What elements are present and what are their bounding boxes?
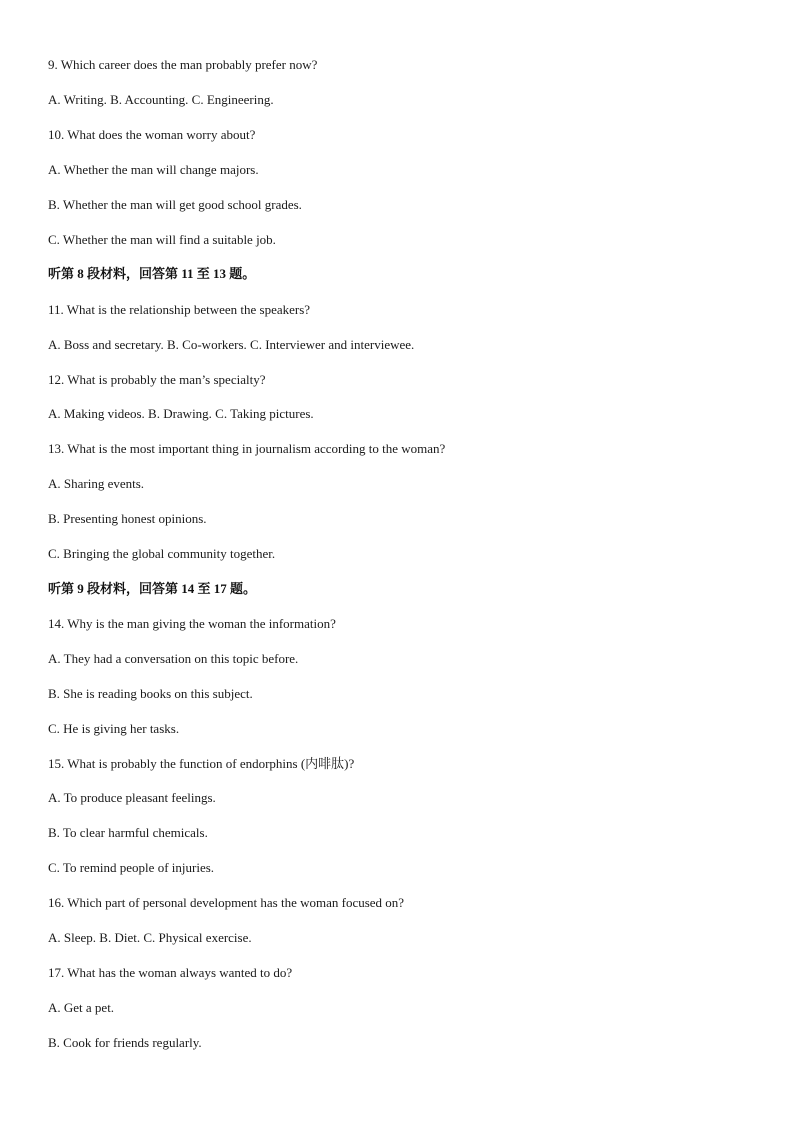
option-13a: A. Sharing events. bbox=[48, 476, 145, 491]
question-9: 9. Which career does the man probably prefer now? bbox=[48, 57, 318, 72]
option-14b: B. She is reading books on this subject. bbox=[48, 686, 253, 701]
option-15b: B. To clear harmful chemicals. bbox=[48, 825, 208, 840]
option-10a: A. Whether the man will change majors. bbox=[48, 162, 259, 177]
options-11: A. Boss and secretary. B. Co-workers. C. Interviewer and interviewee. bbox=[48, 337, 415, 352]
section-heading-8: 听第 8 段材料，回答第 11 至 13 题。 bbox=[48, 266, 256, 281]
option-14a: A. They had a conversation on this topic before. bbox=[48, 651, 299, 666]
question-16: 16. Which part of personal development has the woman focused on? bbox=[48, 895, 405, 910]
options-12: A. Making videos. B. Drawing. C. Taking pictures. bbox=[48, 406, 314, 421]
option-15c: C. To remind people of injuries. bbox=[48, 860, 215, 875]
question-12: 12. What is probably the man’s specialty? bbox=[48, 372, 266, 387]
option-13c: C. Bringing the global community together. bbox=[48, 546, 276, 561]
options-16: A. Sleep. B. Diet. C. Physical exercise. bbox=[48, 930, 252, 945]
option-10c: C. Whether the man will find a suitable job. bbox=[48, 232, 276, 247]
question-10: 10. What does the woman worry about? bbox=[48, 127, 256, 142]
section-heading-9: 听第 9 段材料，回答第 14 至 17 题。 bbox=[48, 581, 257, 596]
option-17a: A. Get a pet. bbox=[48, 1000, 115, 1015]
option-13b: B. Presenting honest opinions. bbox=[48, 511, 207, 526]
question-14: 14. Why is the man giving the woman the information? bbox=[48, 616, 336, 631]
question-15: 15. What is probably the function of endorphins (内啡肽)? bbox=[48, 756, 355, 771]
options-9: A. Writing. B. Accounting. C. Engineering. bbox=[48, 92, 274, 107]
question-17: 17. What has the woman always wanted to do? bbox=[48, 965, 293, 980]
option-14c: C. He is giving her tasks. bbox=[48, 721, 180, 736]
option-10b: B. Whether the man will get good school grades. bbox=[48, 197, 302, 212]
option-15a: A. To produce pleasant feelings. bbox=[48, 790, 216, 805]
question-11: 11. What is the relationship between the speakers? bbox=[48, 302, 311, 317]
question-13: 13. What is the most important thing in journalism according to the woman? bbox=[48, 441, 446, 456]
option-17b: B. Cook for friends regularly. bbox=[48, 1035, 202, 1050]
